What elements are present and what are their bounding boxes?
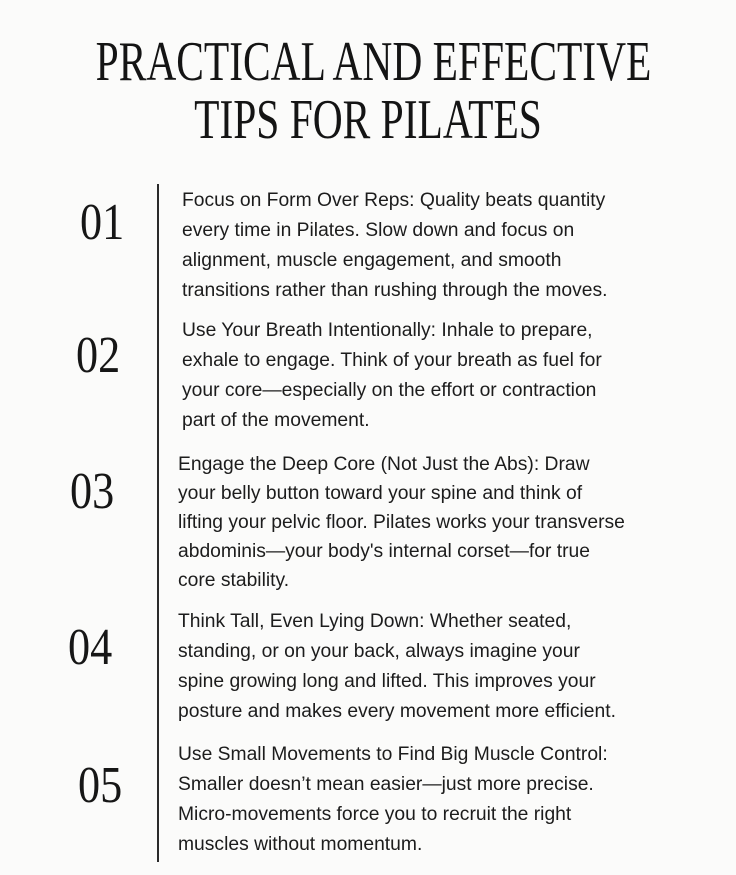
tip-line: your belly button toward your spine and think of bbox=[178, 483, 583, 504]
tip-line: Micro-movements force you to recruit the right bbox=[178, 804, 572, 825]
tip-line: Use Your Breath Intentionally: Inhale to prepare, bbox=[182, 320, 593, 341]
tip-line: abdominis—your body's internal corset—for true bbox=[178, 541, 590, 562]
page-title-line-1: PRACTICAL AND EFFECTIVE bbox=[95, 31, 652, 93]
tip-line: transitions rather than rushing through the moves. bbox=[182, 280, 608, 301]
tip-2 bbox=[182, 316, 602, 436]
tip-line: Smaller doesn’t mean easier—just more precise. bbox=[178, 774, 594, 795]
tip-line: muscles without momentum. bbox=[178, 834, 423, 855]
tip-line: core stability. bbox=[178, 570, 290, 591]
tip-number-5: 05 bbox=[78, 757, 123, 814]
tip-3 bbox=[178, 450, 625, 595]
tip-line: every time in Pilates. Slow down and focus on bbox=[182, 220, 575, 241]
tip-5 bbox=[178, 740, 608, 860]
tip-line: your core—especially on the effort or contraction bbox=[182, 380, 597, 401]
tip-line: standing, or on your back, always imagine your bbox=[178, 641, 580, 662]
tip-4 bbox=[178, 607, 616, 727]
tip-line: alignment, muscle engagement, and smooth bbox=[182, 250, 562, 271]
tip-line: part of the movement. bbox=[182, 410, 370, 431]
tip-number-4: 04 bbox=[68, 619, 113, 676]
tip-line: lifting your pelvic floor. Pilates works your transverse bbox=[178, 512, 625, 533]
tip-number-3: 03 bbox=[70, 463, 115, 520]
page-title-line-2: TIPS FOR PILATES bbox=[194, 89, 542, 151]
tip-1 bbox=[182, 186, 608, 306]
tip-line: Focus on Form Over Reps: Quality beats quantity bbox=[182, 190, 606, 211]
tip-line: Use Small Movements to Find Big Muscle Control: bbox=[178, 744, 608, 765]
divider-line bbox=[157, 184, 159, 862]
tip-line: Engage the Deep Core (Not Just the Abs): Draw bbox=[178, 454, 590, 475]
tip-line: posture and makes every movement more efficient. bbox=[178, 701, 616, 722]
tip-number-1: 01 bbox=[80, 194, 125, 251]
tip-line: exhale to engage. Think of your breath as fuel for bbox=[182, 350, 602, 371]
tip-number-2: 02 bbox=[76, 327, 121, 384]
tip-line: Think Tall, Even Lying Down: Whether seated, bbox=[178, 611, 572, 632]
tip-line: spine growing long and lifted. This improves your bbox=[178, 671, 596, 692]
